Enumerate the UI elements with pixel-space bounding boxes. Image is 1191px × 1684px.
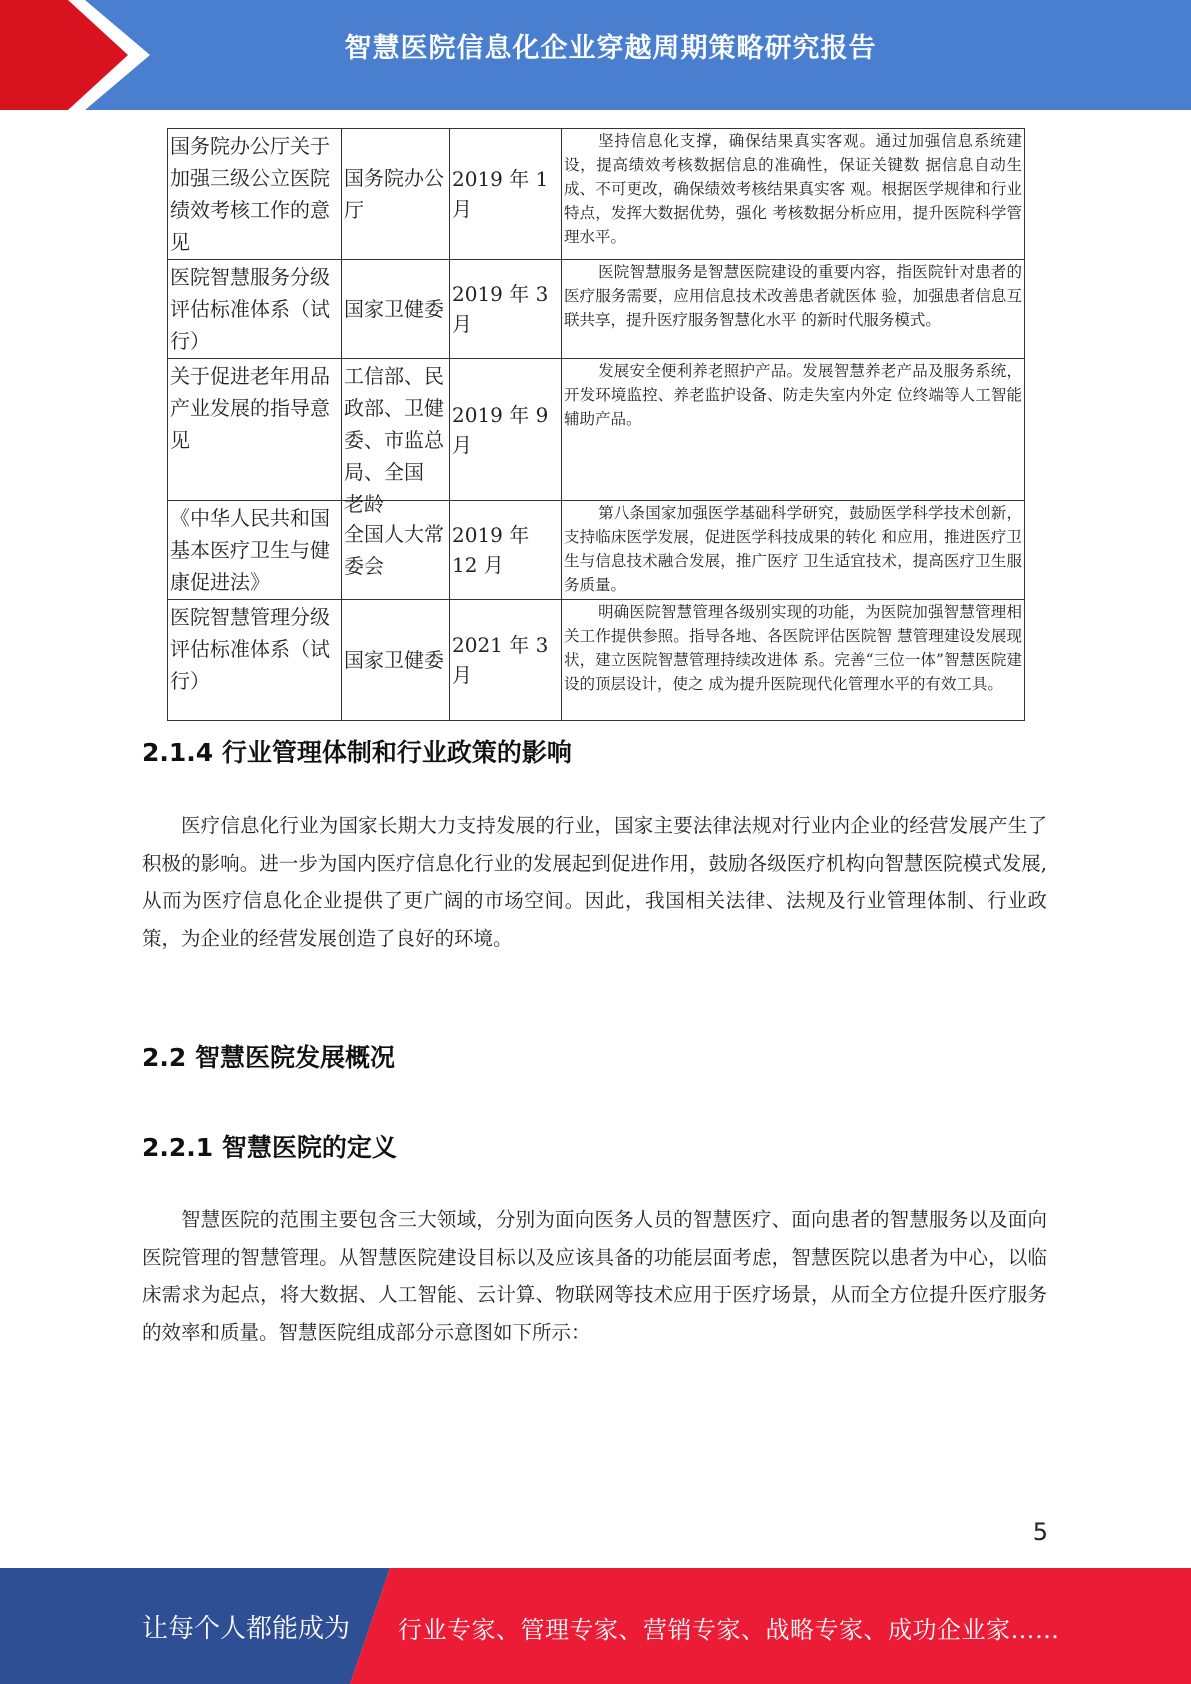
table-row: [168, 600, 1025, 721]
policy-date: 2019 年 3 月: [450, 260, 562, 359]
policy-date: 2021 年 3 月: [450, 600, 562, 721]
policy-date: 2019 年 12 月: [450, 501, 562, 600]
section-heading-2-2: 2.2 智慧医院发展概况: [142, 1043, 395, 1072]
table-row: [168, 359, 1025, 501]
policy-table: [167, 128, 1025, 721]
policy-department: 全国人大常委会: [342, 501, 450, 600]
policy-name: 国务院办公厅关于加强三级公立医院绩效考核工作的意见: [168, 129, 342, 260]
page-header: [0, 0, 1191, 110]
policy-description: 第八条国家加强医学基础科学研究，鼓励医学科学技术创新，支持临床医学发展，促进医学科技成果的转化 和应用，推进医疗卫生与信息技术融合发展，推广医疗 卫生适宜技术，提高医疗卫生服务质量。: [562, 501, 1025, 600]
section-heading-2-2-1: 2.2.1 智慧医院的定义: [142, 1133, 397, 1162]
policy-name: 医院智慧服务分级评估标准体系（试行）: [168, 260, 342, 359]
policy-date: 2019 年 9 月: [450, 359, 562, 501]
table-row: [168, 260, 1025, 359]
table-row: [168, 129, 1025, 260]
table-row: [168, 501, 1025, 600]
policy-department: 国务院办公厅: [342, 129, 450, 260]
footer-slogan-right: 行业专家、管理专家、营销专家、战略专家、成功企业家……: [398, 1616, 1060, 1644]
policy-name: 关于促进老年用品产业发展的指导意见: [168, 359, 342, 501]
policy-description: 坚持信息化支撑，确保结果真实客观。通过加强信息系统建设，提高绩效考核数据信息的准确性，保证关键数 据信息自动生成、不可更改，确保绩效考核结果真实客 观。根据医学规律和行业特点，发挥大数据优势，强化 考核数据分析应用，提升医院科学管理水平。: [562, 129, 1025, 260]
page-number: 5: [1032, 1518, 1048, 1546]
policy-name: 医院智慧管理分级评估标准体系（试行）: [168, 600, 342, 721]
policy-description: 明确医院智慧管理各级别实现的功能，为医院加强智慧管理相关工作提供参照。指导各地、各医院评估医院智 慧管理建设发展现状，建立医院智慧管理持续改进体 系。完善“三位一体”智慧医院建设的顶层设计，使之 成为提升医院现代化管理水平的有效工具。: [562, 600, 1025, 721]
policy-date: 2019 年 1 月: [450, 129, 562, 260]
policy-department-cell: [342, 359, 450, 516]
header-title: 智慧医院信息化企业穿越周期策略研究报告: [344, 33, 877, 64]
section-2-1-4-paragraph: 医疗信息化行业为国家长期大力支持发展的行业，国家主要法律法规对行业内企业的经营发展产生了积极的影响。进一步为国内医疗信息化行业的发展起到促进作用，鼓励各级医疗机构向智慧医院模式发展,从而为医疗信息化企业提供了更广阔的市场空间。因此，我国相关法律、法规及行业管理体制、行业政策，为企业的经营发展创造了良好的环境。: [142, 814, 1047, 950]
section-2-2-1-paragraph: 智慧医院的范围主要包含三大领域，分别为面向医务人员的智慧医疗、面向患者的智慧服务以及面向医院管理的智慧管理。从智慧医院建设目标以及应该具备的功能层面考虑，智慧医院以患者为中心，以临床需求为起点，将大数据、人工智能、云计算、物联网等技术应用于医疗场景，从而全方位提升医疗服务的效率和质量。智慧医院组成部分示意图如下所示：: [142, 1208, 1047, 1344]
policy-description: 发展安全便利养老照护产品。发展智慧养老产品及服务系统，开发环境监控、养老监护设备、防走失室内外定 位终端等人工智能辅助产品。: [562, 359, 1025, 501]
section-heading-2-1-4: 2.1.4 行业管理体制和行业政策的影响: [142, 738, 572, 767]
policy-description: 医院智慧服务是智慧医院建设的重要内容，指医院针对患者的医疗服务需要，应用信息技术改善患者就医体 验，加强患者信息互联共享，提升医疗服务智慧化水平 的新时代服务模式。: [562, 260, 1025, 359]
policy-department: 工信部、民政部、卫健委、市监总 局、全国 老龄: [344, 364, 444, 516]
page-footer: [0, 1568, 1191, 1684]
policy-name: 《中华人民共和国基本医疗卫生与健康促进法》: [168, 501, 342, 600]
policy-department: 国家卫健委: [342, 260, 450, 359]
policy-department: 国家卫健委: [342, 600, 450, 721]
footer-slogan-left: 让每个人都能成为: [142, 1614, 351, 1644]
